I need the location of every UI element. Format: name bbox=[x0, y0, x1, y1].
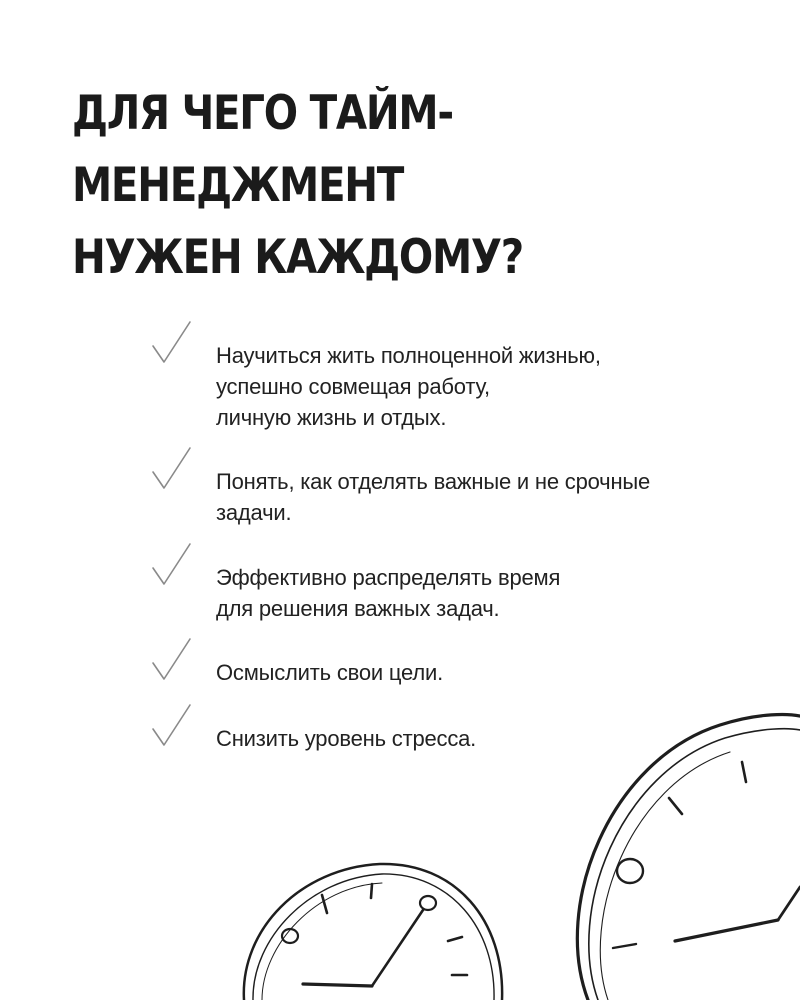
list-item-line: Научиться жить полноценной жизнью, bbox=[216, 343, 601, 368]
list-item-line: Эффективно распределять время bbox=[216, 565, 561, 590]
list-item-line: Осмыслить свои цели. bbox=[216, 660, 444, 685]
list-item-line: для решения важных задач. bbox=[216, 596, 500, 621]
title-line-3: НУЖЕН КАЖДОМУ? bbox=[72, 230, 523, 285]
title-line-2: МЕНЕДЖМЕНТ bbox=[72, 158, 404, 213]
list-item-line: личную жизнь и отдых. bbox=[216, 405, 447, 430]
list-item-line: задачи. bbox=[216, 500, 292, 525]
title-line-1: ДЛЯ ЧЕГО ТАЙМ- bbox=[72, 86, 453, 141]
large-clock-icon bbox=[577, 715, 800, 1000]
small-clock-icon bbox=[244, 864, 502, 1000]
list-item-line: успешно совмещая работу, bbox=[216, 374, 490, 399]
list-item-line: Понять, как отделять важные и не срочные bbox=[216, 469, 651, 494]
list-item-line: Снизить уровень стресса. bbox=[216, 726, 477, 751]
